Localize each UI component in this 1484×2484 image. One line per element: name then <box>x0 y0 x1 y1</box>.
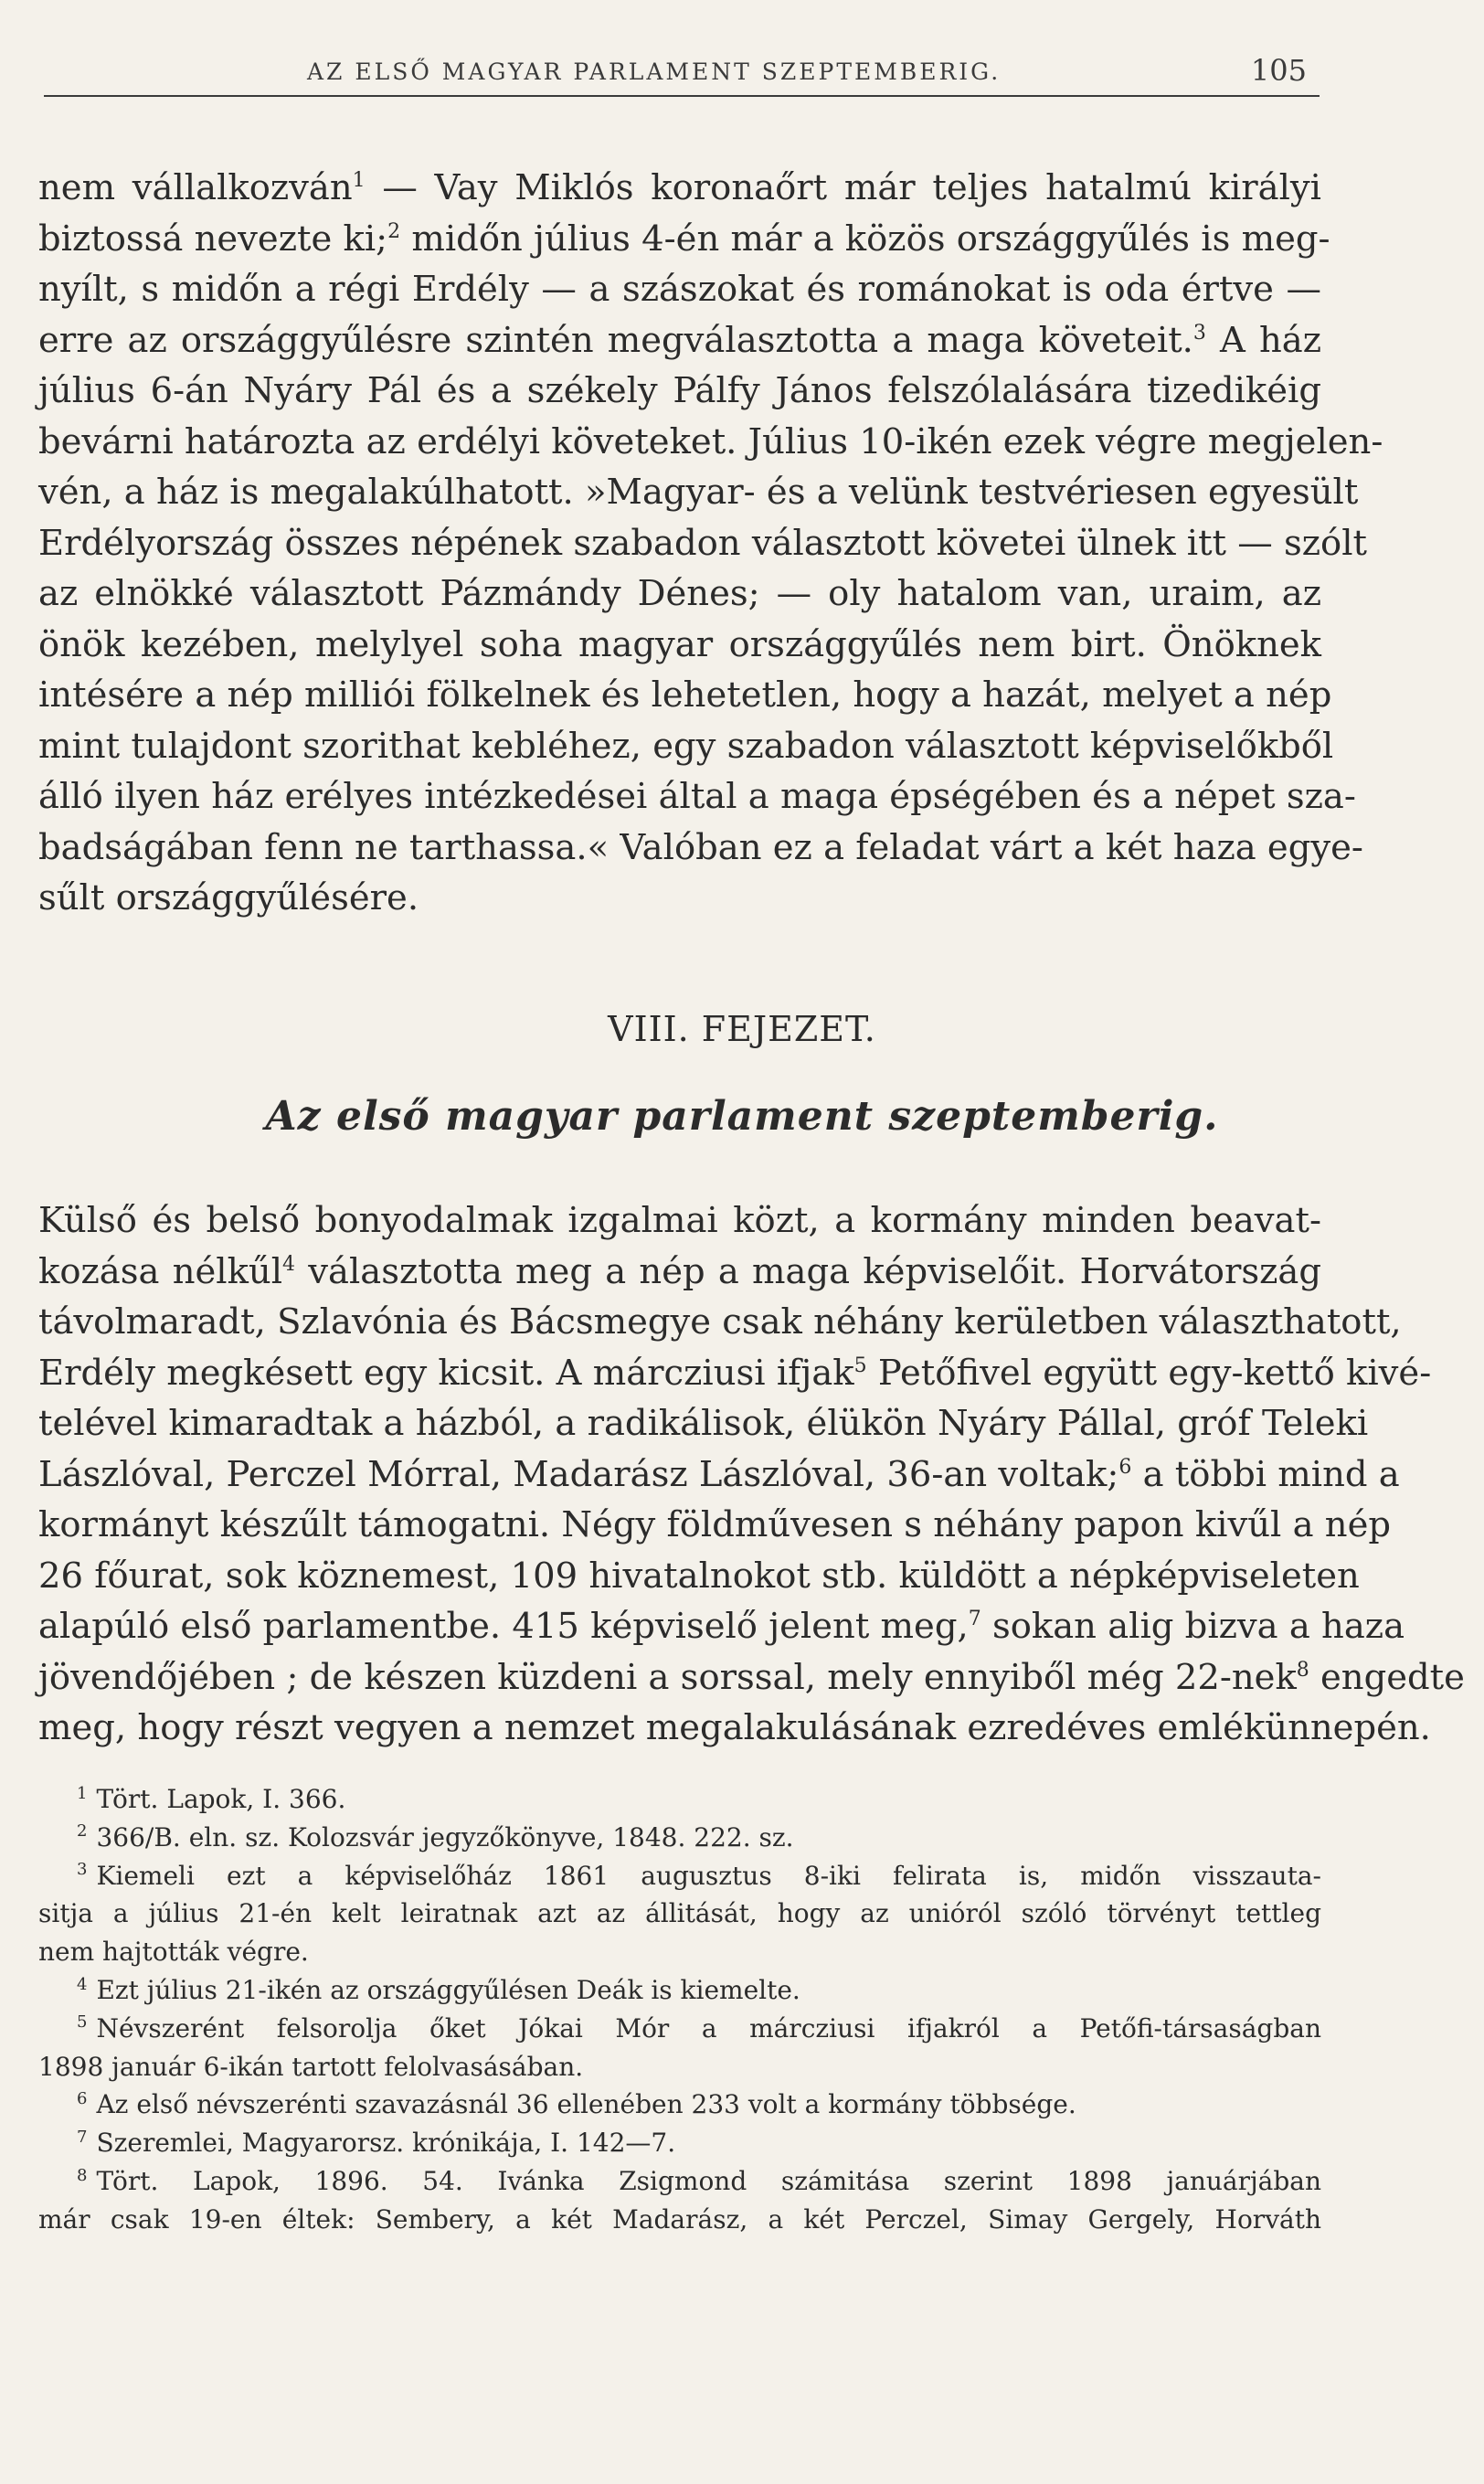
footnote-text: nem hajtották végre. <box>38 1937 309 1968</box>
footnote-line <box>38 1933 1321 1971</box>
footnote-reference: 2 <box>387 219 401 243</box>
line-text: sűlt országgyűlésére. <box>38 877 419 918</box>
footnote-text: már csak 19-en éltek: Sembery, a két Madarász, a két Perczel, Simay Gergely, Horváth <box>38 2203 1321 2235</box>
line-text: sokan alig bizva a haza <box>980 1606 1405 1647</box>
footnote-mark: 5 <box>77 2012 88 2033</box>
line-text: kozása nélkűl <box>38 1250 283 1292</box>
line-text: távolmaradt, Szlavónia és Bácsmegye csak néhány kerületben választhatott, <box>38 1301 1402 1343</box>
footnote-line <box>38 1819 1321 1857</box>
text-line <box>38 1398 1369 1449</box>
footnote-line <box>38 1780 1321 1819</box>
footnote-mark: 7 <box>77 2127 88 2147</box>
text-line <box>38 417 1383 468</box>
footnote-text: 366/B. eln. sz. Kolozsvár jegyzőkönyve, 1848. 222. sz. <box>96 1821 794 1852</box>
footnote-line <box>38 2086 1321 2124</box>
chapter-title: Az első magyar parlament szeptemberig. <box>265 1093 1219 1140</box>
text-line <box>38 214 1330 265</box>
text-line <box>38 620 1321 671</box>
footnote-reference: 3 <box>1192 321 1206 345</box>
footnote-line <box>38 2010 1321 2048</box>
line-text: Petőfivel együtt egy-kettő kivé- <box>866 1352 1432 1394</box>
line-text: intésére a nép milliói fölkelnek és lehetetlen, hogy a hazát, melyet a nép <box>38 674 1332 716</box>
line-text: nyílt, s midőn a régi Erdély — a szászokat és románokat is oda értve — <box>38 269 1321 310</box>
footnote-reference: 5 <box>853 1353 867 1377</box>
text-line <box>38 873 1321 924</box>
text-line <box>38 670 1332 721</box>
line-text: Erdélyország összes népének szabadon választott követei ülnek itt — szólt <box>38 522 1368 564</box>
footnote-text: sitja a július 21-én kelt leiratnak azt az állitását, hogy az unióról szóló törvényt tettleg <box>38 1898 1321 1929</box>
footnote-reference: 6 <box>1118 1455 1132 1479</box>
text-line <box>38 568 1321 620</box>
footnote-line <box>38 1895 1321 1933</box>
text-line <box>38 771 1356 823</box>
line-text: — Vay Miklós koronaőrt már teljes hatalmú királyi <box>365 167 1321 208</box>
line-text: Külső és belső bonyodalmak izgalmai közt, a kormány minden beavat- <box>38 1200 1321 1241</box>
line-text: mint tulajdont szorithat kebléhez, egy szabadon választott képviselőkből <box>38 725 1334 767</box>
paragraph-2 <box>38 1195 1465 1754</box>
text-line <box>38 721 1334 772</box>
footnote-mark: 2 <box>77 1821 88 1842</box>
running-title: AZ ELSŐ MAGYAR PARLAMENT SZEPTEMBERIG. <box>307 58 1002 85</box>
footnotes <box>38 1780 1321 2239</box>
text-line <box>38 1449 1400 1501</box>
text-line <box>38 823 1363 874</box>
text-line <box>38 1247 1321 1298</box>
line-text: midőn július 4-én már a közös országgyűlés is meg- <box>400 218 1330 260</box>
line-text: választotta meg a nép a maga képviselőit. Horvátország <box>295 1250 1322 1292</box>
text-line <box>38 1601 1405 1652</box>
text-line <box>38 163 1321 214</box>
line-text: vén, a ház is megalakúlhatott. »Magyar- és a velünk testvériesen egyesült <box>38 472 1359 513</box>
line-text: meg, hogy részt vegyen a nemzet megalakulásának ezredéves emlékünnepén. <box>38 1707 1431 1748</box>
footnote-reference: 7 <box>968 1608 981 1631</box>
text-line <box>38 1652 1465 1704</box>
footnote-line <box>38 1971 1321 2010</box>
line-text: A ház <box>1205 319 1321 361</box>
line-text: Lászlóval, Perczel Mórral, Madarász Lászlóval, 36-an voltak; <box>38 1453 1119 1495</box>
line-text: július 6-án Nyáry Pál és a székely Pálfy János felszólalására tizedikéig <box>38 370 1321 411</box>
footnote-text: Ezt július 21-ikén az országgyűlésen Deák is kiemelte. <box>96 1974 800 2005</box>
line-text: álló ilyen ház erélyes intézkedései által a maga épségében és a népet sza- <box>38 776 1356 817</box>
paragraph-1 <box>38 163 1383 924</box>
footnote-text: 1898 január 6-ikán tartott felolvasásában. <box>38 2051 584 2082</box>
text-line <box>38 467 1359 518</box>
line-text: 26 főurat, sok köznemest, 109 hivatalnokot stb. küldött a népképviseleten <box>38 1555 1360 1597</box>
chapter-number: VIII. FEJEZET. <box>608 1009 876 1049</box>
line-text: önök kezében, melylyel soha magyar országgyűlés nem birt. Önöknek <box>38 623 1321 665</box>
line-text: nem vállalkozván <box>38 167 353 208</box>
line-text: biztossá nevezte ki; <box>38 218 388 260</box>
footnote-reference: 4 <box>282 1252 296 1276</box>
text-line <box>38 315 1321 366</box>
footnote-line <box>38 1857 1321 1895</box>
line-text: engedte <box>1309 1656 1465 1698</box>
footnote-line <box>38 2124 1321 2162</box>
footnote-mark: 4 <box>77 1974 88 1994</box>
footnote-text: Tört. Lapok, I. 366. <box>96 1784 346 1814</box>
text-line <box>38 264 1321 315</box>
line-text: az elnökké választott Pázmándy Dénes; — oly hatalom van, uraim, az <box>38 573 1321 614</box>
footnote-text: Szeremlei, Magyarorsz. krónikája, I. 142—7. <box>96 2128 676 2159</box>
footnote-text: Kiemeli ezt a képviselőház 1861 augusztus 8-iki felirata is, midőn visszauta- <box>96 1860 1321 1891</box>
text-line <box>38 1297 1402 1348</box>
footnote-mark: 6 <box>77 2089 88 2109</box>
text-line <box>38 1195 1321 1247</box>
footnote-line <box>38 2162 1321 2201</box>
line-text: a többi mind a <box>1131 1453 1400 1495</box>
line-text: erre az országgyűlésre szintén megválasztotta a maga követeit. <box>38 319 1193 361</box>
footnote-line <box>38 2048 1321 2086</box>
footnote-text: Tört. Lapok, 1896. 54. Ivánka Zsigmond számitása szerint 1898 januárjában <box>96 2165 1321 2196</box>
page-header <box>44 51 1320 97</box>
footnote-reference: 1 <box>352 169 366 193</box>
page-number: 105 <box>1250 53 1307 88</box>
text-line <box>38 366 1321 417</box>
text-line <box>38 1348 1432 1399</box>
line-text: telével kimaradtak a házból, a radikálisok, élükön Nyáry Pállal, gróf Teleki <box>38 1403 1369 1444</box>
line-text: jövendőjében ; de készen küzdeni a sorssal, mely ennyiből még 22-nek <box>38 1656 1297 1698</box>
footnote-line <box>38 2201 1321 2239</box>
footnote-reference: 8 <box>1296 1658 1309 1682</box>
line-text: kormányt készűlt támogatni. Négy földművesen s néhány papon kivűl a nép <box>38 1504 1391 1545</box>
line-text: Erdély megkésett egy kicsit. A márcziusi ifjak <box>38 1352 854 1394</box>
line-text: alapúló első parlamentbe. 415 képviselő jelent meg, <box>38 1606 969 1647</box>
footnote-mark: 1 <box>77 1783 88 1803</box>
text-line <box>38 1551 1360 1602</box>
footnote-text: Az első névszerénti szavazásnál 36 ellenében 233 volt a kormány többsége. <box>96 2089 1076 2120</box>
text-line <box>38 518 1368 569</box>
footnote-mark: 3 <box>77 1860 88 1880</box>
line-text: bevárni határozta az erdélyi követeket. Július 10-ikén ezek végre megjelen- <box>38 420 1383 462</box>
line-text: badságában fenn ne tarthassa.« Valóban ez a feladat várt a két haza egye- <box>38 826 1363 868</box>
text-line <box>38 1500 1391 1551</box>
text-line <box>38 1703 1431 1754</box>
footnote-text: Névszerént felsorolja őket Jókai Mór a márcziusi ifjakról a Petőfi-társaságban <box>96 2012 1321 2043</box>
footnote-mark: 8 <box>77 2165 88 2185</box>
